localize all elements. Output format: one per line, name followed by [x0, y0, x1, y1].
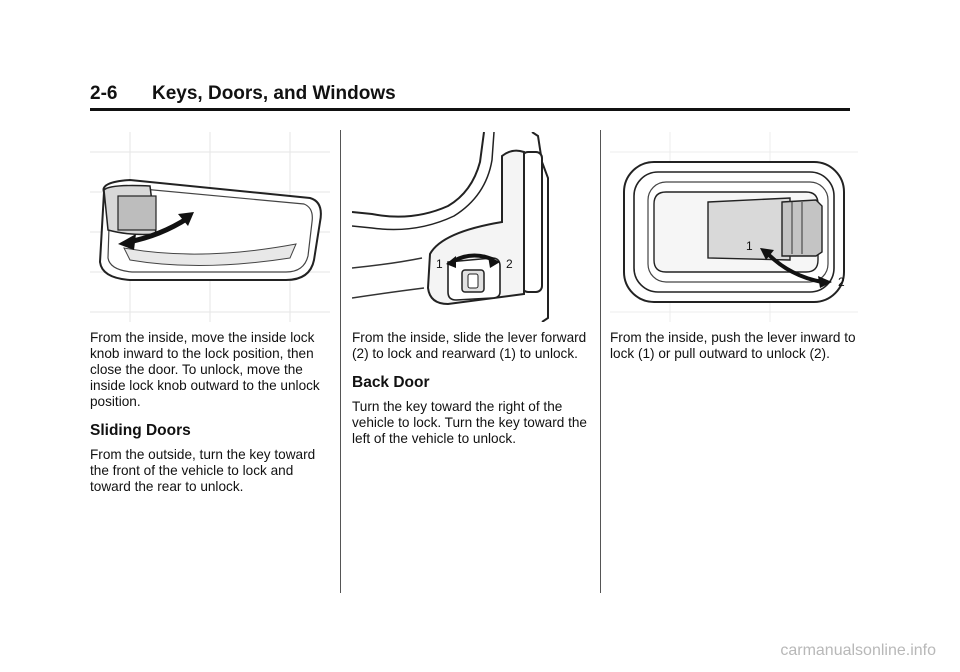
body-text-sliding-doors: From the outside, turn the key toward the front of the vehicle to lock and toward the rear to unlock.: [90, 447, 316, 494]
column-2: [352, 132, 588, 447]
figure-label-2: 2: [506, 257, 513, 271]
column-3: [610, 132, 858, 362]
column-1: [90, 132, 330, 495]
page-header: [90, 80, 850, 111]
sliding-door-lever-illustration: [352, 132, 588, 322]
body-text-knob: From the inside, move the inside lock knob inward to the lock position, then close the door. To unlock, move the inside lock knob outward to the unlock position.: [90, 330, 320, 409]
heading-back-door: Back Door: [352, 374, 430, 391]
body-text-push-lever: From the inside, push the lever inward to lock (1) or pull outward to unlock (2).: [610, 330, 856, 361]
page-number: 2-6: [90, 83, 118, 104]
figure-label-2: 2: [838, 275, 845, 289]
column-divider-right: [600, 130, 601, 593]
body-text-lever: From the inside, slide the lever forward (2) to lock and rearward (1) to unlock.: [352, 330, 587, 361]
heading-sliding-doors: Sliding Doors: [90, 422, 191, 439]
column-divider-left: [340, 130, 341, 593]
figure-label-1: 1: [436, 257, 443, 271]
page-title: Keys, Doors, and Windows: [152, 83, 396, 104]
watermark: carmanualsonline.info: [780, 642, 936, 659]
rear-door-lever-illustration: [610, 132, 858, 322]
door-lock-knob-illustration: [90, 132, 330, 322]
figure-label-1: 1: [746, 239, 753, 253]
body-text-back-door: Turn the key toward the right of the vehicle to lock. Turn the key toward the left of the vehicle to unlock.: [352, 399, 587, 446]
